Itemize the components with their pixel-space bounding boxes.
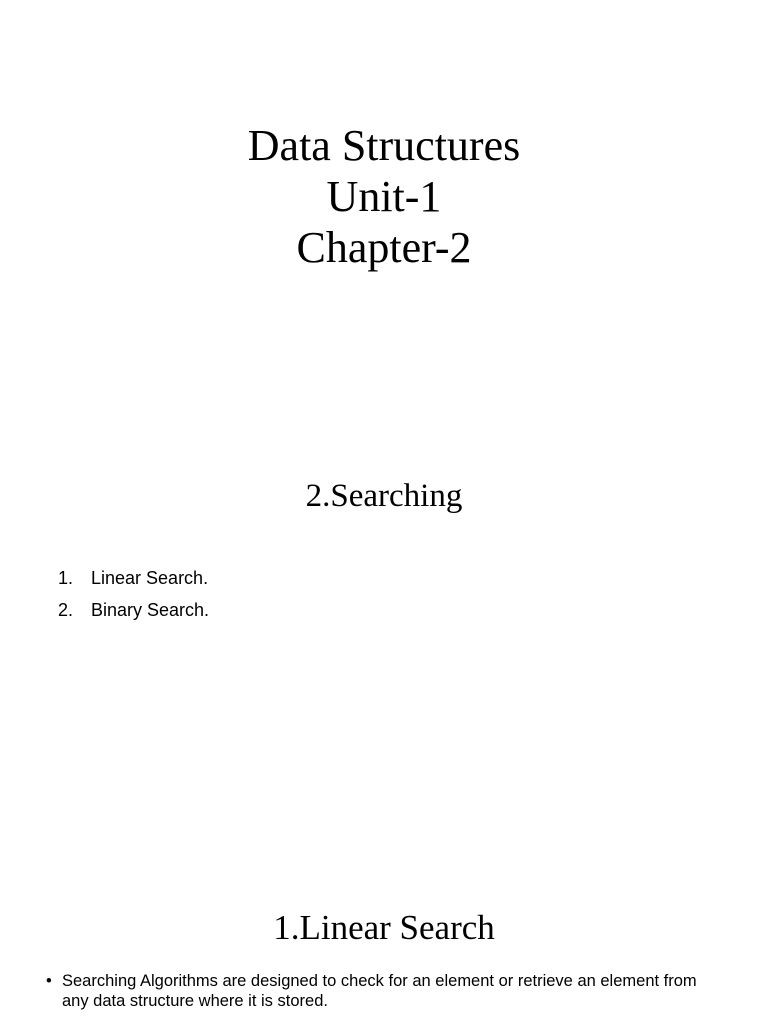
bullet-text: Searching Algorithms are designed to check for an element or retrieve an element from any data structure where it is stored. [62, 972, 697, 1010]
unit-title: Unit-1 [326, 172, 442, 221]
linear-search-bullets [46, 971, 726, 1017]
list-item-label: Binary Search. [91, 600, 210, 620]
list-item-label: Linear Search. [91, 568, 209, 588]
list-number: 2. [58, 600, 74, 620]
list-item [58, 594, 209, 626]
bullet-marker: • [46, 972, 52, 990]
linear-search-heading: 1.Linear Search [273, 908, 495, 947]
bullet-item [46, 971, 726, 1011]
title-slide [0, 120, 768, 273]
search-types-list [58, 562, 209, 626]
chapter-title: Chapter-2 [296, 223, 472, 272]
list-number: 1. [58, 568, 74, 588]
list-item [58, 562, 209, 594]
searching-heading: 2.Searching [305, 478, 463, 514]
course-title: Data Structures [247, 121, 521, 170]
